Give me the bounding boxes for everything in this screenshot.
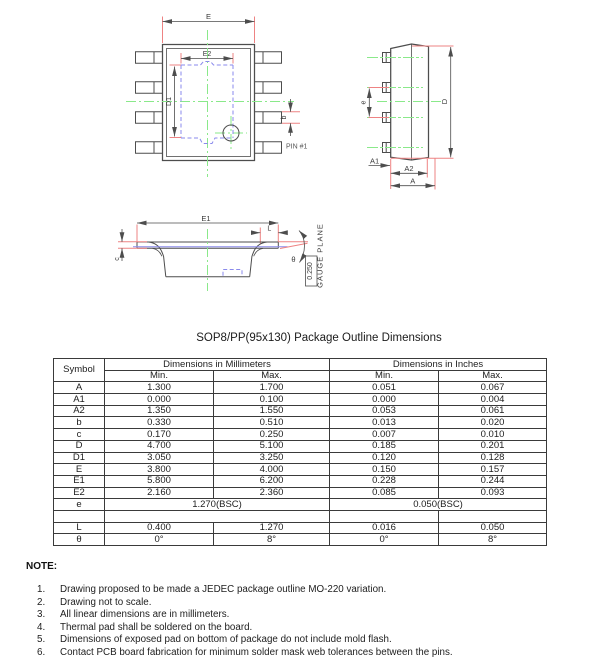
in-max-cell: 0.244 bbox=[439, 475, 547, 487]
note-item bbox=[37, 634, 453, 647]
mm-max-cell: 8° bbox=[214, 534, 330, 546]
in-min-cell: 0.007 bbox=[330, 429, 439, 441]
symbol-header: Symbol bbox=[54, 359, 105, 382]
table-row bbox=[54, 475, 547, 487]
mm-max-cell: 4.000 bbox=[214, 464, 330, 476]
table-row bbox=[54, 464, 547, 476]
dimensions-table bbox=[53, 358, 547, 546]
l-dimension-label: L bbox=[267, 225, 272, 233]
bsc-mm-cell: 1.270(BSC) bbox=[105, 499, 330, 511]
note-text: Contact PCB board fabrication for minimum solder mask web tolerances between the pins. bbox=[60, 646, 453, 658]
in-max-cell: 0.093 bbox=[439, 487, 547, 499]
mm-min-header: Min. bbox=[105, 370, 214, 382]
symbol-cell: E bbox=[54, 464, 105, 476]
table-row bbox=[54, 534, 547, 546]
table-group-header-row bbox=[54, 359, 547, 371]
note-item bbox=[37, 622, 453, 635]
note-item bbox=[37, 647, 453, 660]
page-title: SOP8/PP(95x130) Package Outline Dimensions bbox=[196, 332, 442, 344]
note-item bbox=[37, 609, 453, 622]
front-view bbox=[114, 214, 325, 291]
table-row bbox=[54, 429, 547, 441]
package-outline-drawing bbox=[0, 0, 602, 330]
in-min-cell: 0.120 bbox=[330, 452, 439, 464]
side-view bbox=[361, 44, 454, 190]
symbol-cell: A1 bbox=[54, 394, 105, 406]
note-number: 2. bbox=[37, 596, 46, 608]
a-label: A bbox=[410, 176, 416, 186]
in-min-cell: 0.016 bbox=[330, 522, 439, 534]
in-min-cell: 0.053 bbox=[330, 405, 439, 417]
bsc-row bbox=[54, 499, 547, 511]
symbol-cell: A2 bbox=[54, 405, 105, 417]
table-row bbox=[54, 440, 547, 452]
in-min-cell: 0.085 bbox=[330, 487, 439, 499]
in-min-cell: 0.185 bbox=[330, 440, 439, 452]
mm-max-cell: 5.100 bbox=[214, 440, 330, 452]
b-dimension-label: b bbox=[281, 115, 288, 120]
note-heading: NOTE: bbox=[26, 561, 58, 572]
in-min-cell: 0.150 bbox=[330, 464, 439, 476]
top-view bbox=[126, 12, 308, 177]
mm-max-cell: 3.250 bbox=[214, 452, 330, 464]
note-item bbox=[37, 597, 453, 610]
mm-min-cell: 0.000 bbox=[105, 394, 214, 406]
in-max-cell: 0.004 bbox=[439, 394, 547, 406]
d1-dimension-label: D1 bbox=[166, 97, 173, 106]
theta-arc bbox=[299, 231, 304, 263]
spacer-row bbox=[54, 510, 547, 522]
mm-min-cell: 1.300 bbox=[105, 382, 214, 394]
note-text: Dimensions of exposed pad on bottom of package do not include mold flash. bbox=[60, 634, 392, 646]
mm-min-cell: 5.800 bbox=[105, 475, 214, 487]
spacer-mm-cell bbox=[105, 510, 330, 522]
e2-dimension-label: E2 bbox=[202, 51, 212, 58]
symbol-cell: c bbox=[54, 429, 105, 441]
note-number: 5. bbox=[37, 634, 46, 646]
in-max-cell: 0.061 bbox=[439, 405, 547, 417]
mm-group-header: Dimensions in Millimeters bbox=[105, 359, 330, 371]
mm-min-cell: 0° bbox=[105, 534, 214, 546]
mm-max-cell: 0.510 bbox=[214, 417, 330, 429]
symbol-cell: θ bbox=[54, 534, 105, 546]
mm-min-cell: 4.700 bbox=[105, 440, 214, 452]
note-text: Thermal pad shall be soldered on the board. bbox=[60, 621, 253, 633]
mm-min-cell: 1.350 bbox=[105, 405, 214, 417]
theta-label: θ bbox=[291, 255, 296, 264]
in-min-cell: 0.000 bbox=[330, 394, 439, 406]
in-max-cell: 0.201 bbox=[439, 440, 547, 452]
note-text: Drawing not to scale. bbox=[60, 596, 152, 608]
note-number: 3. bbox=[37, 609, 46, 621]
in-max-cell: 0.020 bbox=[439, 417, 547, 429]
spacer-symbol-cell bbox=[54, 510, 105, 522]
symbol-cell: L bbox=[54, 522, 105, 534]
theta-reference-lines bbox=[278, 242, 308, 249]
e-dimension-label: E bbox=[205, 12, 212, 21]
in-min-cell: 0.051 bbox=[330, 382, 439, 394]
e1-dimension-label: E1 bbox=[201, 213, 211, 223]
mm-max-cell: 1.550 bbox=[214, 405, 330, 417]
table-row bbox=[54, 394, 547, 406]
mm-min-cell: 2.160 bbox=[105, 487, 214, 499]
notes-list bbox=[37, 584, 453, 659]
a2-label: A2 bbox=[404, 164, 414, 173]
in-max-cell: 0.067 bbox=[439, 382, 547, 394]
mm-max-cell: 0.250 bbox=[214, 429, 330, 441]
mm-max-header: Max. bbox=[214, 370, 330, 382]
dimension-rows-tail bbox=[54, 522, 547, 545]
right-pins bbox=[255, 52, 282, 154]
c-dimension-label: c bbox=[114, 257, 121, 261]
note-text: All linear dimensions are in millimeters. bbox=[60, 609, 230, 621]
mm-min-cell: 0.330 bbox=[105, 417, 214, 429]
in-max-cell: 8° bbox=[439, 534, 547, 546]
gauge-value-label: 0.250 bbox=[307, 262, 314, 280]
bsc-symbol-cell: e bbox=[54, 499, 105, 511]
inches-group-header: Dimensions in Inches bbox=[330, 359, 547, 371]
spacer-in-min-cell bbox=[330, 510, 439, 522]
table-row bbox=[54, 417, 547, 429]
note-text: Drawing proposed to be made a JEDEC package outline MO-220 variation. bbox=[60, 584, 387, 595]
gauge-plane-label: GAUGE PLANE bbox=[315, 223, 325, 288]
mm-max-cell: 1.700 bbox=[214, 382, 330, 394]
e-pitch-label: e bbox=[360, 100, 368, 105]
in-min-cell: 0.013 bbox=[330, 417, 439, 429]
note-number: 1. bbox=[37, 584, 46, 595]
spacer-in-max-cell bbox=[439, 510, 547, 522]
table-row bbox=[54, 452, 547, 464]
mm-max-cell: 1.270 bbox=[214, 522, 330, 534]
in-min-cell: 0.228 bbox=[330, 475, 439, 487]
front-exposed-pad-edge bbox=[223, 270, 242, 276]
table-row bbox=[54, 522, 547, 534]
symbol-cell: A bbox=[54, 382, 105, 394]
symbol-cell: b bbox=[54, 417, 105, 429]
d-dimension-label: D bbox=[440, 98, 450, 105]
symbol-cell: D1 bbox=[54, 452, 105, 464]
mm-min-cell: 3.800 bbox=[105, 464, 214, 476]
side-pins bbox=[383, 53, 391, 153]
dimension-rows-main bbox=[54, 382, 547, 499]
in-min-cell: 0° bbox=[330, 534, 439, 546]
mm-min-cell: 0.400 bbox=[105, 522, 214, 534]
c-extension-lines bbox=[118, 242, 147, 249]
note-number: 6. bbox=[37, 646, 46, 658]
symbol-cell: E2 bbox=[54, 487, 105, 499]
mm-min-cell: 0.170 bbox=[105, 429, 214, 441]
symbol-cell: D bbox=[54, 440, 105, 452]
mm-max-cell: 6.200 bbox=[214, 475, 330, 487]
note-item bbox=[37, 584, 453, 597]
note-number: 4. bbox=[37, 621, 46, 633]
table-minmax-header-row bbox=[54, 370, 547, 382]
table-row bbox=[54, 382, 547, 394]
in-max-cell: 0.157 bbox=[439, 464, 547, 476]
bsc-inches-cell: 0.050(BSC) bbox=[330, 499, 547, 511]
table-row bbox=[54, 487, 547, 499]
a1-label: A1 bbox=[370, 156, 380, 166]
in-max-cell: 0.010 bbox=[439, 429, 547, 441]
mm-min-cell: 3.050 bbox=[105, 452, 214, 464]
in-min-header: Min. bbox=[330, 370, 439, 382]
mm-max-cell: 2.360 bbox=[214, 487, 330, 499]
mm-max-cell: 0.100 bbox=[214, 394, 330, 406]
left-pins bbox=[136, 52, 163, 154]
pin1-label: PIN #1 bbox=[286, 143, 308, 151]
in-max-cell: 0.128 bbox=[439, 452, 547, 464]
table-row bbox=[54, 405, 547, 417]
symbol-cell: E1 bbox=[54, 475, 105, 487]
in-max-cell: 0.050 bbox=[439, 522, 547, 534]
in-max-header: Max. bbox=[439, 370, 547, 382]
